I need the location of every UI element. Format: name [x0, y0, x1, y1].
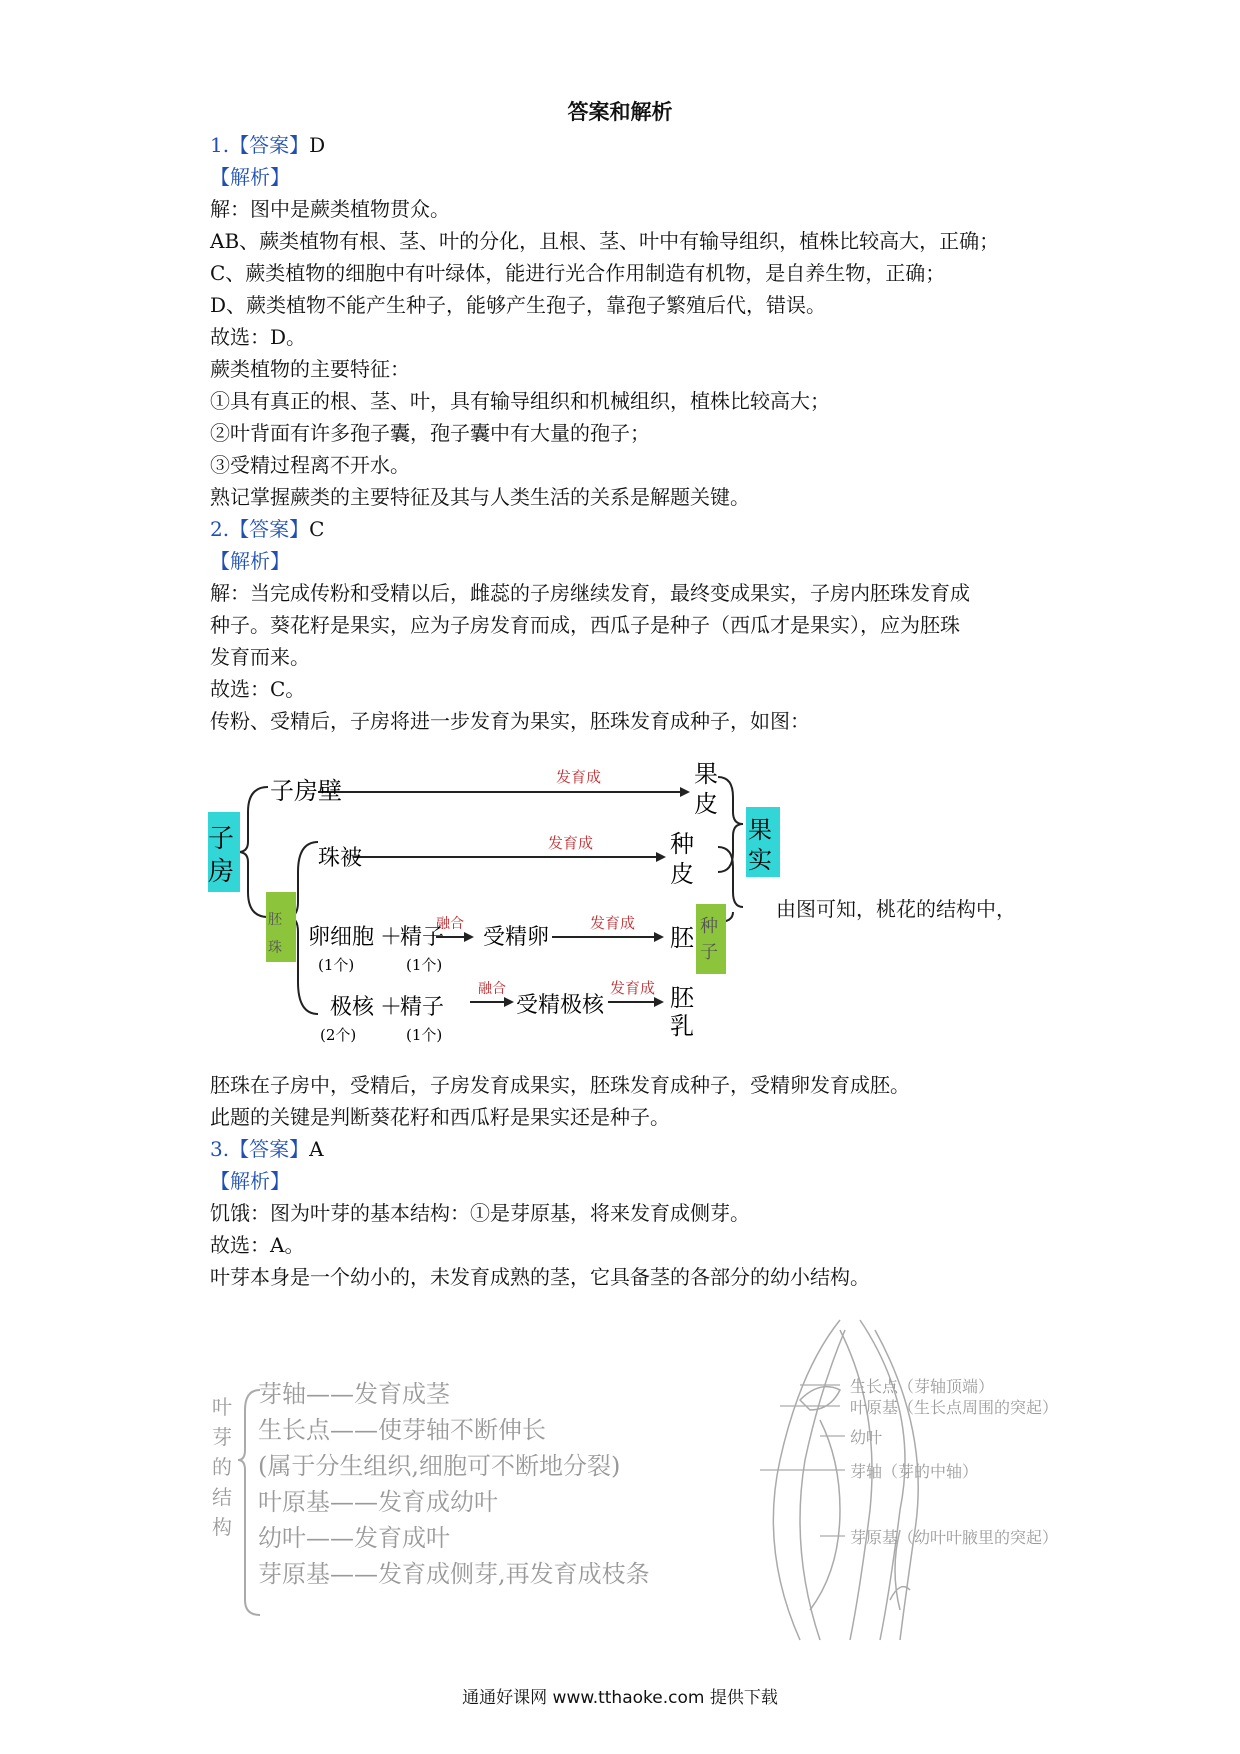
bud-label-young-leaf: 幼叶 [850, 1428, 883, 1447]
q2-after-line: 此题的关键是判断葵花籽和西瓜籽是果实还是种子。 [210, 1105, 670, 1129]
bud-label-bud-primordium: 芽原基（幼叶叶腋里的突起） [850, 1528, 1059, 1547]
q3-analysis-label: 【解析】 [210, 1169, 290, 1193]
egg-label: 卵细胞 [308, 925, 375, 950]
q2-after-line: 胚珠在子房中，受精后，子房发育成果实，胚珠发育成种子，受精卵发育成胚。 [210, 1073, 910, 1097]
plus-sign-2: ＋ [380, 995, 403, 1020]
seed-label-2: 子 [700, 942, 718, 963]
ovary-label-1: 子 [208, 824, 235, 854]
side-label-char: 的 [212, 1455, 232, 1479]
q3-line: 故选：A。 [210, 1233, 305, 1257]
q2-line: 解：当完成传粉和受精以后，雌蕊的子房继续发育，最终变成果实，子房内胚珠发育成 [210, 581, 970, 605]
footer-site: 通通好课网 [462, 1688, 548, 1708]
plus-sign: ＋ [380, 925, 403, 950]
q3-answer-label: 【答案】 [229, 1137, 310, 1161]
ovule-label-2: 珠 [268, 940, 282, 956]
bud-item: 芽轴——发育成茎 [258, 1380, 450, 1408]
footer-url-link[interactable]: www.tthaoke.com [552, 1688, 705, 1708]
q1-line: ①具有真正的根、茎、叶，具有输导组织和机械组织，植株比较高大； [210, 389, 830, 413]
q2-answer-line [210, 513, 324, 545]
bud-item: 幼叶——发育成叶 [258, 1524, 450, 1552]
q2-line: 种子。葵花籽是果实，应为子房发育而成，西瓜子是种子（西瓜才是果实），应为胚珠 [210, 613, 960, 637]
q3-answer-value: A [309, 1137, 324, 1161]
q1-line: D、蕨类植物不能产生种子，能够产生孢子，靠孢子繁殖后代，错误。 [210, 293, 827, 317]
endosperm-label-1: 胚 [670, 984, 694, 1012]
pericarp-label-2: 皮 [694, 790, 718, 818]
q1-answer-value: D [309, 133, 326, 157]
sperm-label-2: 精子 [400, 995, 445, 1020]
side-label-char: 结 [212, 1485, 232, 1509]
ovule-label-1: 胚 [268, 912, 282, 928]
q3-line: 饥饿：图为叶芽的基本结构：①是芽原基，将来发育成侧芽。 [210, 1201, 750, 1225]
side-label-char: 芽 [212, 1425, 232, 1449]
fuse-label-2: 融合 [478, 981, 506, 997]
q1-analysis-label: 【解析】 [210, 165, 290, 189]
bud-label-bud-axis: 芽轴（芽的中轴） [850, 1462, 979, 1481]
q1-line: 熟记掌握蕨类的主要特征及其与人类生活的关系是解题关键。 [210, 485, 750, 509]
leaf-bud-diagram [200, 1310, 1210, 1640]
integument-label: 珠被 [318, 846, 363, 871]
q1-line: AB、蕨类植物有根、茎、叶的分化，且根、茎、叶中有输导组织，植株比较高大，正确； [210, 229, 1000, 253]
fruit-label-1: 果 [748, 816, 772, 844]
bud-item: 叶原基——发育成幼叶 [258, 1488, 498, 1516]
sperm-count-2: (1个) [406, 1026, 443, 1044]
fertilization-diagram [208, 752, 772, 1052]
sperm-count: (1个) [406, 956, 443, 974]
fertilized-polar-label: 受精极核 [516, 993, 605, 1018]
q2-answer-label: 【答案】 [229, 517, 310, 541]
seed-label-1: 种 [700, 916, 718, 937]
seed-coat-label-2: 皮 [670, 860, 694, 888]
endosperm-label-2: 乳 [670, 1012, 694, 1040]
embryo-label: 胚 [670, 924, 694, 952]
polar-count: (2个) [320, 1026, 357, 1044]
q2-line: 发育而来。 [210, 645, 310, 669]
q1-line: ③受精过程离不开水。 [210, 453, 410, 477]
diagram-side-text: 由图可知，桃花的结构中， [776, 897, 1016, 921]
pericarp-label-1: 果 [694, 760, 718, 788]
q1-line: 蕨类植物的主要特征： [210, 357, 410, 381]
develops-label-1: 发育成 [556, 768, 602, 786]
polar-label: 极核 [330, 995, 375, 1020]
page-title: 答案和解析 [567, 100, 673, 124]
q1-answer-label: 【答案】 [229, 133, 310, 157]
q1-line: 故选：D。 [210, 325, 307, 349]
bud-item: 芽原基——发育成侧芽,再发育成枝条 [258, 1560, 650, 1588]
bud-item: (属于分生组织,细胞可不断地分裂) [258, 1452, 621, 1480]
ovary-wall-label: 子房壁 [270, 777, 342, 805]
q2-line: 传粉、受精后，子房将进一步发育为果实，胚珠发育成种子，如图： [210, 709, 810, 733]
q2-answer-value: C [309, 517, 325, 541]
footer-suffix: 提供下载 [709, 1688, 778, 1708]
q1-answer-line [210, 129, 325, 161]
egg-count: (1个) [318, 956, 355, 974]
side-label-char: 叶 [212, 1395, 232, 1419]
bud-label-leaf-primordium: 叶原基（生长点周围的突起） [850, 1398, 1059, 1417]
q3-line: 叶芽本身是一个幼小的，未发育成熟的茎，它具备茎的各部分的幼小结构。 [210, 1265, 870, 1289]
q1-line: ②叶背面有许多孢子囊，孢子囊中有大量的孢子； [210, 421, 650, 445]
develops-label-3: 发育成 [590, 914, 636, 932]
q1-number: 1. [210, 133, 230, 157]
develops-label-2: 发育成 [548, 834, 594, 852]
fertilized-egg-label: 受精卵 [483, 925, 550, 950]
bud-item: 生长点——使芽轴不断伸长 [258, 1416, 546, 1444]
ovary-label-2: 房 [208, 857, 235, 887]
q2-number: 2. [210, 517, 230, 541]
develops-label-4: 发育成 [610, 979, 656, 997]
q2-line: 故选：C。 [210, 677, 306, 701]
q1-line: 解：图中是蕨类植物贯众。 [210, 197, 450, 221]
q3-number: 3. [210, 1137, 230, 1161]
fuse-label-1: 融合 [436, 916, 464, 932]
q3-answer-line [210, 1133, 324, 1165]
sperm-label: 精子 [400, 925, 445, 950]
fruit-label-2: 实 [748, 846, 772, 874]
side-label-char: 构 [212, 1515, 232, 1539]
q1-line: C、蕨类植物的细胞中有叶绿体，能进行光合作用制造有机物，是自养生物，正确； [210, 261, 946, 285]
seed-coat-label-1: 种 [670, 830, 694, 858]
bud-label-growing-point: 生长点（芽轴顶端） [850, 1377, 995, 1396]
q2-analysis-label: 【解析】 [210, 549, 290, 573]
page-footer [0, 1683, 1240, 1708]
